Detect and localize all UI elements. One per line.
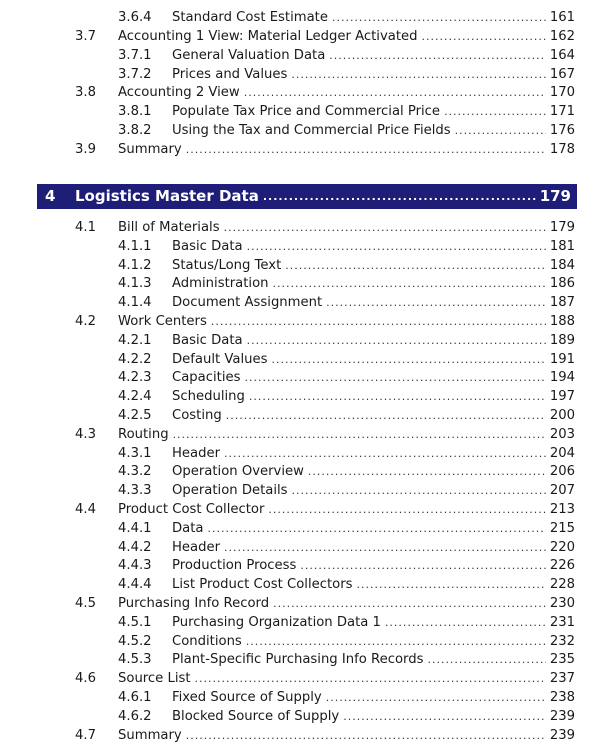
- toc-entry-page: 161: [549, 10, 575, 25]
- toc-entry-page: 176: [549, 123, 575, 139]
- toc-entry-title: Capacities: [172, 370, 241, 386]
- toc-entry-number: 4.4.1: [118, 520, 152, 536]
- toc-entry-page: 179: [549, 220, 575, 235]
- toc-entry[interactable]: [0, 707, 613, 726]
- toc-entry-title: Product Cost Collector: [118, 502, 265, 517]
- toc-entry-title: Default Values: [172, 351, 268, 367]
- chapter-title: Logistics Master Data: [75, 187, 259, 205]
- toc-entry-number: 3.8.1: [118, 104, 152, 120]
- toc-entry-page: 191: [549, 351, 575, 367]
- toc-entry-title: Accounting 2 View: [118, 85, 240, 101]
- toc-entry-number: 4.3: [75, 426, 96, 442]
- toc-entry-line: [172, 102, 575, 121]
- toc-entry-page: 187: [549, 295, 575, 311]
- toc-entry-title: Document Assignment: [172, 295, 323, 311]
- toc-entry-page: 235: [549, 652, 575, 668]
- toc-entry[interactable]: [0, 538, 613, 557]
- leader-dots: [308, 462, 546, 481]
- toc-entry-page: 189: [549, 332, 575, 348]
- toc-entry-title: Prices and Values: [172, 66, 288, 82]
- toc-entry-number: 4.3.1: [118, 445, 152, 461]
- toc-entry-page: 178: [549, 141, 575, 157]
- toc-entry-line: [172, 632, 575, 651]
- toc-entry-title: Header: [172, 539, 221, 555]
- toc-entry-number: 3.8: [75, 85, 96, 101]
- toc-entry-title: Blocked Source of Supply: [172, 708, 340, 724]
- toc-entry-page: 239: [549, 708, 575, 724]
- leader-dots: [291, 65, 546, 84]
- toc-entry-page: 231: [549, 614, 575, 630]
- toc-entry-number: 4.2.1: [118, 332, 152, 348]
- toc-entry[interactable]: [0, 140, 613, 159]
- toc-entry[interactable]: [0, 83, 613, 102]
- toc-entry-number: 4.1.2: [118, 257, 152, 273]
- leader-dots: [292, 481, 546, 500]
- leader-dots: [326, 688, 546, 707]
- toc-entry-title: Standard Cost Estimate: [172, 10, 328, 25]
- toc-entry-number: 4.4.2: [118, 539, 152, 555]
- toc-entry[interactable]: [0, 481, 613, 500]
- toc-entry-page: 228: [549, 577, 575, 593]
- toc-entry-number: 4.6: [75, 671, 96, 687]
- toc-entry-page: 213: [549, 502, 575, 517]
- toc-entry-line: [172, 256, 575, 275]
- toc-entry-page: 200: [549, 408, 575, 423]
- toc-entry-title: List Product Cost Collectors: [172, 577, 353, 593]
- toc-entry-page: 239: [549, 727, 575, 743]
- toc-entry-page: 186: [549, 276, 575, 292]
- toc-entry-number: 4.5.1: [118, 614, 152, 630]
- toc-entry[interactable]: [0, 462, 613, 481]
- toc-entry-title: Plant-Specific Purchasing Info Records: [172, 652, 424, 668]
- toc-entry[interactable]: [0, 102, 613, 121]
- toc-entry-line: [172, 121, 575, 140]
- toc-entry-number: 4.3.3: [118, 483, 152, 499]
- toc-entry[interactable]: [0, 46, 613, 65]
- toc-entry-page: 232: [549, 633, 575, 649]
- toc-entry-page: 215: [549, 520, 575, 536]
- leader-dots: [385, 613, 546, 632]
- toc-entry-page: 230: [549, 596, 575, 611]
- toc-entry-title: Production Process: [172, 558, 297, 574]
- leader-dots: [444, 102, 546, 121]
- leader-dots: [422, 27, 546, 46]
- toc-entry-number: 4.4.4: [118, 577, 152, 593]
- toc-entry-number: 3.8.2: [118, 123, 152, 139]
- toc-entry-line: [118, 140, 575, 159]
- toc-entry-title: Bill of Materials: [118, 220, 220, 235]
- toc-entry-number: 4.1.1: [118, 238, 152, 254]
- toc-entry[interactable]: [0, 650, 613, 669]
- toc-entry-title: Conditions: [172, 633, 242, 649]
- toc-entry-page: 204: [549, 445, 575, 461]
- toc-entry[interactable]: [0, 256, 613, 275]
- toc-entry-line: [172, 331, 575, 350]
- toc-entry[interactable]: [0, 27, 613, 46]
- toc-entry[interactable]: [0, 632, 613, 651]
- leader-dots: [268, 500, 545, 519]
- toc-entry-line: [172, 462, 575, 481]
- toc-entry-title: Using the Tax and Commercial Price Fields: [172, 123, 451, 139]
- toc-entry-page: 226: [549, 558, 575, 574]
- toc-entry-line: [118, 425, 575, 444]
- leader-dots: [357, 575, 546, 594]
- leader-dots: [326, 293, 546, 312]
- leader-dots: [273, 594, 546, 613]
- toc-entry[interactable]: [0, 613, 613, 632]
- chapter-heading[interactable]: [37, 184, 577, 209]
- toc-entry-line: [172, 444, 575, 463]
- toc-entry-title: Scheduling: [172, 389, 245, 405]
- toc-entry-title: Administration: [172, 276, 269, 292]
- leader-dots: [300, 556, 545, 575]
- toc-entry-title: Status/Long Text: [172, 257, 282, 273]
- toc-entry-title: General Valuation Data: [172, 47, 326, 63]
- toc-entry-title: Purchasing Info Record: [118, 596, 270, 611]
- toc-entry-title: Operation Details: [172, 483, 288, 499]
- toc-entry-page: 162: [549, 28, 575, 44]
- toc-entry[interactable]: [0, 293, 613, 312]
- toc-entry[interactable]: [0, 556, 613, 575]
- toc-entry[interactable]: [0, 726, 613, 745]
- leader-dots: [273, 274, 546, 293]
- toc-entry-page: 171: [549, 104, 575, 120]
- toc-entry[interactable]: [0, 500, 613, 519]
- toc-entry-number: 4.2.4: [118, 389, 152, 405]
- toc-entry-line: [172, 46, 575, 65]
- leader-dots: [211, 312, 546, 331]
- chapter-line: [75, 184, 571, 209]
- toc-entry[interactable]: [0, 425, 613, 444]
- toc-entry-title: Summary: [118, 727, 182, 743]
- toc-entry-title: Fixed Source of Supply: [172, 690, 322, 705]
- toc-entry-number: 4.7: [75, 727, 96, 743]
- toc-entry-line: [172, 613, 575, 632]
- toc-entry-line: [172, 65, 575, 84]
- toc-entry-page: 203: [549, 426, 575, 442]
- leader-dots: [329, 46, 546, 65]
- toc-entry-page: 197: [549, 389, 575, 405]
- toc-entry-line: [172, 481, 575, 500]
- toc-entry-line: [172, 538, 575, 557]
- toc-entry-line: [118, 218, 575, 237]
- toc-entry-title: Routing: [118, 426, 169, 442]
- leader-dots: [249, 387, 546, 406]
- toc-entry[interactable]: [0, 121, 613, 140]
- toc-entry[interactable]: [0, 350, 613, 369]
- toc-entry-number: 3.6.4: [118, 10, 152, 25]
- leader-dots: [285, 256, 546, 275]
- toc-entry-line: [118, 312, 575, 331]
- toc-entry-number: 4.5.2: [118, 633, 152, 649]
- toc-entry-number: 3.9: [75, 141, 96, 157]
- leader-dots: [247, 237, 546, 256]
- toc-entry-page: 184: [549, 257, 575, 273]
- chapter-number: 4: [45, 187, 56, 205]
- leader-dots: [244, 83, 546, 102]
- toc-entry[interactable]: [0, 669, 613, 688]
- toc-entry-line: [172, 519, 575, 538]
- toc-entry[interactable]: [0, 65, 613, 84]
- toc-entry-title: Purchasing Organization Data 1: [172, 614, 381, 630]
- toc-entry-number: 4.2: [75, 314, 96, 329]
- toc-entry-number: 4.2.3: [118, 370, 152, 386]
- toc-entry-title: Source List: [118, 671, 191, 687]
- toc-entry-page: 206: [549, 464, 575, 480]
- chapter-page-number: 179: [539, 187, 571, 205]
- toc-entry-line: [172, 368, 575, 387]
- toc-entry[interactable]: [0, 218, 613, 237]
- toc-entry-page: 194: [549, 370, 575, 386]
- toc-entry-line: [172, 387, 575, 406]
- toc-entry-number: 3.7.2: [118, 66, 152, 82]
- leader-dots: [244, 368, 545, 387]
- toc-entry-title: Summary: [118, 141, 182, 157]
- toc-entry-page: 238: [549, 690, 575, 705]
- toc-entry-page: 237: [549, 671, 575, 687]
- toc-entry-line: [172, 8, 575, 27]
- toc-entry[interactable]: [0, 688, 613, 707]
- toc-entry-title: Work Centers: [118, 314, 207, 329]
- toc-entry-title: Accounting 1 View: Material Ledger Activated: [118, 28, 418, 44]
- toc-entry-title: Costing: [172, 408, 222, 423]
- leader-dots: [332, 8, 546, 27]
- toc-entry-line: [118, 594, 575, 613]
- toc-entry-number: 4.1.4: [118, 295, 152, 311]
- toc-entry-page: 170: [549, 85, 575, 101]
- leader-dots: [271, 350, 545, 369]
- toc-entry-line: [118, 669, 575, 688]
- toc-entry-number: 4.5: [75, 596, 96, 611]
- toc-entry-number: 3.7: [75, 28, 96, 44]
- leader-dots: [343, 707, 546, 726]
- toc-entry-title: Basic Data: [172, 238, 243, 254]
- toc-entry-line: [172, 707, 575, 726]
- toc-entry-number: 4.4: [75, 502, 96, 517]
- toc-entry[interactable]: [0, 575, 613, 594]
- toc-entry[interactable]: [0, 594, 613, 613]
- leader-dots: [195, 669, 546, 688]
- toc-entry-title: Populate Tax Price and Commercial Price: [172, 104, 441, 120]
- chapter-leader-dots: [263, 184, 536, 209]
- toc-entry-number: 3.7.1: [118, 47, 152, 63]
- toc-entry-line: [172, 688, 575, 707]
- toc-entry-number: 4.1: [75, 220, 96, 235]
- toc-entry[interactable]: [0, 519, 613, 538]
- leader-dots: [247, 331, 546, 350]
- toc-entry-number: 4.3.2: [118, 464, 152, 480]
- toc-entry-line: [118, 500, 575, 519]
- toc-entry-number: 4.5.3: [118, 652, 152, 668]
- toc-entry[interactable]: [0, 274, 613, 293]
- toc-entry-number: 4.6.2: [118, 708, 152, 724]
- toc-entry-page: 164: [549, 47, 575, 63]
- leader-dots: [427, 650, 545, 669]
- toc-entry[interactable]: [0, 312, 613, 331]
- leader-dots: [186, 140, 546, 159]
- toc-entry-line: [172, 575, 575, 594]
- toc-entry[interactable]: [0, 444, 613, 463]
- toc-entry-line: [172, 406, 575, 425]
- leader-dots: [208, 519, 546, 538]
- toc-entry-page: 167: [549, 66, 575, 82]
- toc-entry[interactable]: [0, 406, 613, 425]
- toc-entry-page: 181: [549, 238, 575, 254]
- toc-entry-title: Basic Data: [172, 332, 243, 348]
- toc-entry-line: [172, 274, 575, 293]
- toc-entry-line: [172, 237, 575, 256]
- toc-entry-number: 4.2.5: [118, 408, 152, 423]
- leader-dots: [173, 425, 546, 444]
- toc-entry-line: [118, 726, 575, 745]
- toc-entry[interactable]: [0, 368, 613, 387]
- leader-dots: [186, 726, 546, 745]
- leader-dots: [224, 218, 546, 237]
- toc-entry-line: [172, 293, 575, 312]
- leader-dots: [226, 406, 546, 425]
- leader-dots: [224, 444, 546, 463]
- toc-entry-number: 4.4.3: [118, 558, 152, 574]
- toc-entry-line: [172, 650, 575, 669]
- toc-entry-line: [118, 27, 575, 46]
- toc-entry[interactable]: [0, 8, 613, 27]
- toc-entry-page: 220: [549, 539, 575, 555]
- toc-entry-title: Operation Overview: [172, 464, 304, 480]
- toc-entry-number: 4.6.1: [118, 690, 152, 705]
- toc-entry[interactable]: [0, 387, 613, 406]
- toc-entry-line: [118, 83, 575, 102]
- toc-entry[interactable]: [0, 331, 613, 350]
- leader-dots: [246, 632, 546, 651]
- leader-dots: [455, 121, 546, 140]
- toc-entry-number: 4.2.2: [118, 351, 152, 367]
- toc-entry-page: 188: [549, 314, 575, 329]
- toc-entry-number: 4.1.3: [118, 276, 152, 292]
- toc-entry[interactable]: [0, 237, 613, 256]
- leader-dots: [224, 538, 546, 557]
- toc-entry-title: Data: [172, 520, 204, 536]
- toc-entry-line: [172, 556, 575, 575]
- toc-entry-line: [172, 350, 575, 369]
- toc-entry-title: Header: [172, 445, 221, 461]
- toc-entry-page: 207: [549, 483, 575, 499]
